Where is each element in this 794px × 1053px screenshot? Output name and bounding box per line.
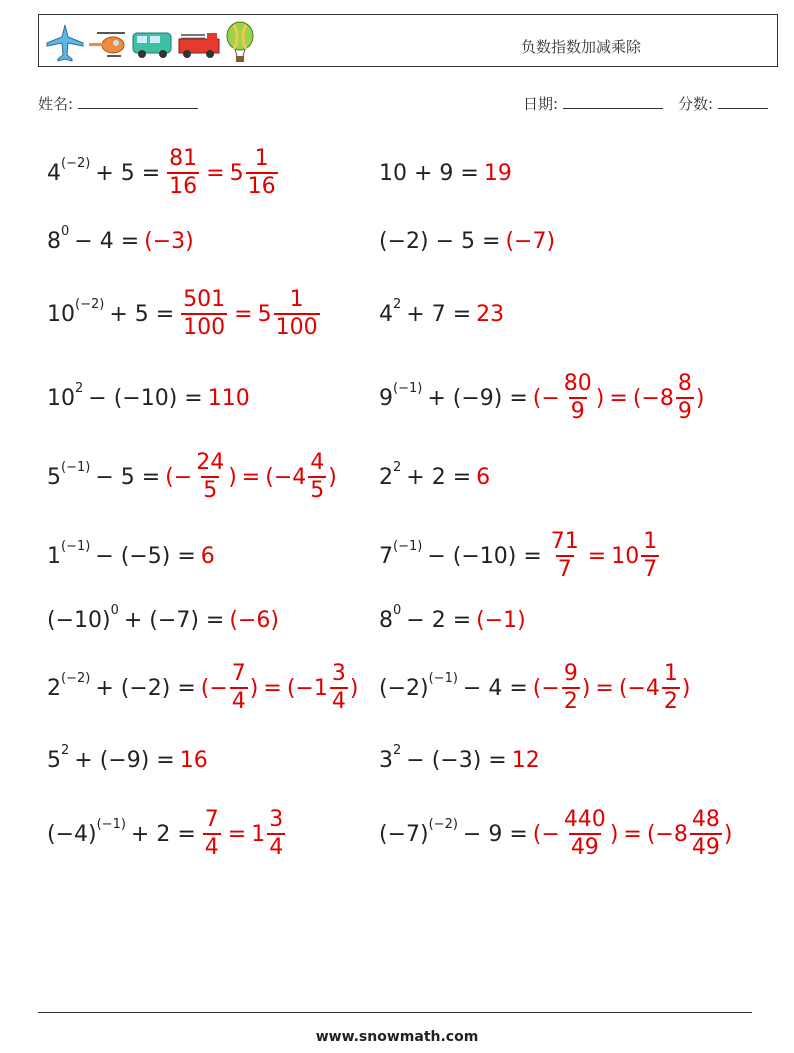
- fraction-numerator: 1: [289, 287, 304, 312]
- problem-operation: + 5 =: [95, 160, 161, 186]
- mixed-whole: 10: [611, 543, 640, 569]
- problem-item: 9 $^{(-1)}$ + (−9) = (− $\frac{80}{9}$ ) = (−8 $\frac{8}{9}$ ): [379, 371, 705, 424]
- problem-item: (−7) $^{(-2)}$ − 9 = (− $\frac{440}{49}$ ) = (−8 $\frac{48}{49}$ ): [379, 807, 733, 860]
- mixed-prefix: (−4: [618, 675, 660, 701]
- fraction-denominator: 9: [677, 399, 692, 424]
- header-icons: [45, 21, 257, 65]
- fraction-denominator: 16: [169, 174, 198, 199]
- problem-operation: − 9 =: [462, 821, 528, 847]
- fraction-denominator: 49: [570, 835, 599, 860]
- mixed-prefix: (−8: [646, 821, 688, 847]
- problem-operation: + 5 =: [109, 301, 175, 327]
- van-icon: [131, 23, 175, 63]
- problem-base: 2: [379, 464, 393, 490]
- answer-value: (−6): [229, 607, 279, 633]
- fraction-denominator: 16: [247, 174, 276, 199]
- helicopter-icon: [87, 23, 129, 63]
- airplane-icon: [45, 23, 85, 63]
- answer: [165, 148, 279, 198]
- fraction-numerator: 4: [310, 450, 325, 475]
- answer-equals: =: [595, 675, 614, 701]
- problem-item: 10 $^{(-2)}$ + 5 = $\frac{501}{100}$ = 5 $\frac{1}{100}$: [47, 284, 322, 344]
- score-line[interactable]: [718, 96, 768, 109]
- problem-item: (−2) $^{(-1)}$ − 4 = (− $\frac{9}{2}$ ) = (−4 $\frac{1}{2}$ ): [379, 661, 691, 714]
- problem-operation: + (−2) =: [95, 675, 196, 701]
- answer-suffix: ): [228, 464, 237, 490]
- answer: [533, 373, 705, 423]
- answer-prefix: (−: [532, 385, 560, 411]
- answer: [201, 809, 287, 859]
- fraction-denominator: 5: [203, 478, 218, 503]
- problem-operation: − (−5) =: [95, 543, 196, 569]
- fraction-denominator: 4: [269, 835, 284, 860]
- answer: [144, 229, 194, 254]
- mixed-whole: 5: [257, 301, 272, 327]
- answer-suffix: ): [581, 675, 591, 701]
- problem-base: (−2): [379, 675, 429, 701]
- answer-equals: =: [241, 464, 261, 490]
- fraction-numerator: 3: [269, 807, 284, 832]
- fraction: [549, 531, 581, 581]
- fraction: [167, 148, 199, 198]
- score-field: [678, 93, 768, 114]
- problem-item: 7 $^{(-1)}$ − (−10) = $\frac{71}{7}$ = 10 $\frac{1}{7}$: [379, 526, 661, 586]
- mixed-suffix: ): [695, 385, 705, 411]
- answer: [476, 465, 490, 490]
- problem-base: 4: [379, 301, 393, 327]
- answer-suffix: ): [609, 821, 619, 847]
- fraction-numerator: 1: [643, 529, 658, 554]
- fraction-numerator: 7: [231, 661, 246, 686]
- fraction-denominator: 9: [570, 399, 585, 424]
- mixed-prefix: (−8: [632, 385, 674, 411]
- problem-base: 5: [47, 747, 61, 773]
- problem-operation: + 2 =: [130, 821, 196, 847]
- fraction: [641, 531, 659, 581]
- answer-value: (−7): [505, 228, 556, 254]
- fraction: [562, 809, 608, 859]
- score-label: 分数:: [678, 95, 714, 113]
- fraction-denominator: 7: [557, 557, 572, 582]
- answer-value: 6: [476, 464, 491, 490]
- answer: [533, 809, 733, 859]
- fraction-numerator: 9: [563, 661, 578, 686]
- problem-base: 8: [379, 607, 393, 633]
- answer: [180, 748, 208, 773]
- answer-value: 23: [476, 301, 505, 327]
- fraction: [662, 663, 680, 713]
- answer: [179, 289, 321, 339]
- answer-value: 6: [200, 543, 215, 569]
- problem-item: 5 $^{(-1)}$ − 5 = (− $\frac{24}{5}$ ) = (−4 $\frac{4}{5}$ ): [47, 450, 337, 503]
- answer-equals: =: [609, 385, 628, 411]
- problem-base: 2: [47, 675, 61, 701]
- answer-equals: =: [227, 821, 247, 847]
- answer-prefix: (−: [532, 821, 560, 847]
- fraction-numerator: 7: [204, 807, 219, 832]
- fraction: [676, 373, 694, 423]
- problem-item: [379, 211, 555, 271]
- problem-item: 4 $^2$ + 7 = 23: [379, 297, 505, 327]
- fraction-numerator: 81: [169, 146, 198, 171]
- answer-prefix: (−: [532, 675, 560, 701]
- date-label: 日期:: [523, 95, 559, 113]
- mixed-prefix: (−4: [265, 464, 307, 490]
- mixed-suffix: ): [723, 821, 733, 847]
- fire-truck-icon: [177, 23, 221, 63]
- fraction: [274, 289, 320, 339]
- fraction-denominator: 4: [231, 689, 246, 714]
- problem-base: 10: [47, 385, 75, 411]
- answer-value: 16: [179, 747, 208, 773]
- header-box: [38, 14, 778, 67]
- problem-base: 7: [379, 543, 393, 569]
- problem-base: (−2) − 5 =: [379, 228, 501, 254]
- problem-base: 1: [47, 543, 61, 569]
- answer: [484, 161, 512, 186]
- answer-value: 12: [511, 747, 540, 773]
- answer-suffix: ): [249, 675, 259, 701]
- answer-equals: =: [206, 160, 225, 186]
- answer-value: 110: [207, 385, 250, 411]
- answer: [505, 229, 555, 254]
- mixed-prefix: (−1: [286, 675, 328, 701]
- fraction: [330, 663, 348, 713]
- fraction: [203, 809, 221, 859]
- answer: [229, 608, 279, 633]
- problem-item: 8 $^0$ − 2 = (−1): [379, 603, 526, 633]
- problem-item: (−10) $^0$ + (−7) = (−6): [47, 603, 279, 633]
- fraction-denominator: 100: [275, 315, 318, 340]
- problem-operation: − (−10) =: [88, 385, 203, 411]
- fraction: [690, 809, 722, 859]
- problem-item: 8 $^0$ − 4 = (−3): [47, 224, 194, 254]
- name-field: [38, 93, 198, 114]
- problem-operation: + (−7) =: [123, 607, 225, 633]
- mixed-suffix: ): [328, 464, 337, 490]
- problem-operation: − 5 =: [95, 464, 161, 490]
- problem-item: 5 $^2$ + (−9) = 16: [47, 743, 208, 773]
- fraction-numerator: 1: [663, 661, 678, 686]
- problem-base: (−4): [47, 821, 97, 847]
- name-line[interactable]: [78, 96, 198, 109]
- fraction-numerator: 3: [331, 661, 346, 686]
- mixed-whole: 1: [251, 821, 266, 847]
- problem-item: (−4) $^{(-1)}$ + 2 = $\frac{7}{4}$ = 1 $\frac{3}{4}$: [47, 804, 287, 864]
- answer-equals: =: [623, 821, 642, 847]
- problem-operation: − 2 =: [406, 607, 472, 633]
- hot-air-balloon-icon: [223, 21, 257, 65]
- fraction-numerator: 48: [691, 807, 720, 832]
- fraction-numerator: 71: [550, 529, 579, 554]
- fraction-denominator: 4: [204, 835, 219, 860]
- worksheet-title: 负数指数加减乘除: [521, 38, 642, 56]
- fraction: [308, 452, 326, 502]
- fraction-numerator: 1: [254, 146, 269, 171]
- footer-url: www.snowmath.com: [315, 1029, 479, 1045]
- problem-base: 4: [47, 160, 61, 186]
- problem-operation: − (−10) =: [427, 543, 542, 569]
- answer-value: 19: [483, 160, 512, 186]
- answer: [476, 302, 504, 327]
- answer-suffix: ): [595, 385, 605, 411]
- fraction: [181, 289, 227, 339]
- problem-operation: − 4 =: [462, 675, 528, 701]
- answer: [547, 531, 661, 581]
- problem-item: 4 $^{(-2)}$ + 5 = $\frac{81}{16}$ = 5 $\frac{1}{16}$: [47, 143, 280, 203]
- problem-base: 10: [47, 301, 75, 327]
- fraction-denominator: 7: [643, 557, 658, 582]
- mixed-whole: 5: [229, 160, 244, 186]
- fraction-numerator: 80: [563, 371, 592, 396]
- problem-item: [379, 143, 512, 203]
- answer-prefix: (−: [200, 675, 228, 701]
- answer: [476, 608, 526, 633]
- fraction-denominator: 5: [310, 478, 325, 503]
- fraction-denominator: 2: [563, 689, 578, 714]
- problem-item: 3 $^2$ − (−3) = 12: [379, 743, 540, 773]
- mixed-suffix: ): [681, 675, 691, 701]
- answer: [201, 663, 359, 713]
- problem-operation: + (−9) =: [74, 747, 175, 773]
- problem-base: 10 + 9 =: [379, 160, 479, 186]
- problem-base: (−10): [47, 607, 111, 633]
- fraction-denominator: 2: [663, 689, 678, 714]
- answer-equals: =: [263, 675, 282, 701]
- fraction-numerator: 501: [183, 287, 226, 312]
- mixed-suffix: ): [349, 675, 359, 701]
- problem-operation: + 7 =: [406, 301, 472, 327]
- problem-item: 2 $^{(-2)}$ + (−2) = (− $\frac{7}{4}$ ) = (−1 $\frac{3}{4}$ ): [47, 661, 359, 714]
- fraction: [267, 809, 285, 859]
- answer: [512, 748, 540, 773]
- problem-operation: + 2 =: [406, 464, 472, 490]
- footer-divider: [38, 1012, 752, 1013]
- answer: [201, 544, 215, 569]
- fraction-denominator: 100: [183, 315, 226, 340]
- fraction: [230, 663, 248, 713]
- fraction: [562, 663, 580, 713]
- answer: [533, 663, 691, 713]
- answer-value: (−1): [476, 607, 526, 633]
- problem-item: 1 $^{(-1)}$ − (−5) = 6: [47, 539, 215, 569]
- problem-base: 5: [47, 464, 61, 490]
- problem-base: 8: [47, 228, 61, 254]
- problem-operation: + (−9) =: [427, 385, 528, 411]
- fraction-numerator: 8: [677, 371, 692, 396]
- problem-base: 3: [379, 747, 393, 773]
- fraction: [194, 452, 226, 502]
- fraction-denominator: 4: [331, 689, 346, 714]
- problem-operation: − 4 =: [74, 228, 140, 254]
- problem-base: 9: [379, 385, 393, 411]
- name-label: 姓名:: [38, 95, 74, 113]
- date-line[interactable]: [563, 96, 663, 109]
- answer-equals: =: [234, 301, 253, 327]
- fraction: [562, 373, 594, 423]
- answer: [208, 386, 250, 411]
- problem-base: (−7): [379, 821, 429, 847]
- problem-operation: − (−3) =: [406, 747, 507, 773]
- answer-prefix: (−: [165, 464, 193, 490]
- problem-item: 2 $^2$ + 2 = 6: [379, 460, 491, 490]
- fraction-numerator: 440: [563, 807, 606, 832]
- fraction-numerator: 24: [196, 450, 225, 475]
- answer-equals: =: [587, 543, 607, 569]
- problem-item: 10 $^2$ − (−10) = 110: [47, 381, 250, 411]
- fraction-denominator: 49: [691, 835, 720, 860]
- answer: [165, 452, 337, 502]
- fraction: [246, 148, 278, 198]
- date-field: [523, 93, 663, 114]
- answer-value: (−3): [144, 228, 194, 254]
